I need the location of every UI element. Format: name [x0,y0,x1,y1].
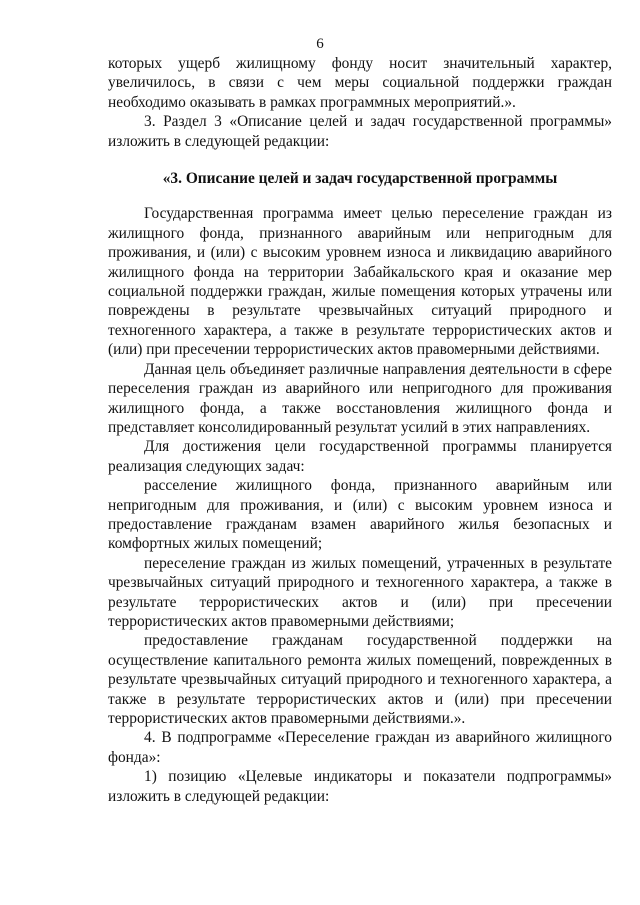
paragraph-task-1: расселение жилищного фонда, признанного аварийным или непригодным для проживания, и (или) с высоким уровнем износа и предоставление гражданам взамен аварийного жилья безопасных и комфортных жилых помещений; [108,477,612,553]
paragraph-section3-instruction: 3. Раздел 3 «Описание целей и задач государственной программы» изложить в следующей редакции: [108,113,612,150]
section-heading: «3. Описание целей и задач государственной программы [162,170,558,188]
paragraph-task-3: предоставление гражданам государственной поддержки на осуществление капитального ремонта жилых помещений, поврежденных в результате чрезвычайных ситуаций природного и техногенного характера, а также в результате террористических актов и (или) при пресечении террористических актов правомерными действиями.». [108,632,612,727]
paragraph-item-4-1: 1) позицию «Целевые индикаторы и показатели подпрограммы» изложить в следующей редакции: [108,768,612,805]
document-body [108,54,612,806]
paragraph-item-4: 4. В подпрограмме «Переселение граждан из аварийного жилищного фонда»: [108,729,612,766]
paragraph-goal-scope: Данная цель объединяет различные направления деятельности в сфере переселения граждан из аварийного или непригодного для проживания жилищного фонда, а также восстановления жилищного фонда и представляет консолидированный результат усилий в этих направлениях. [108,360,612,436]
page-number: 6 [316,36,324,52]
paragraph-program-goal: Государственная программа имеет целью переселение граждан из жилищного фонда, признанного аварийным или непригодным для проживания, и (или) с высоким уровнем износа и ликвидацию аварийного жилищного фонда на территории Забайкальского края и оказание мер социальной поддержки граждан, жилые помещения которых утрачены или повреждены в результате чрезвычайных ситуаций природного и техногенного характера, а также в результате террористических актов и (или) при пресечении террористических актов правомерными действиями. [108,205,612,359]
paragraph-task-2: переселение граждан из жилых помещений, утраченных в результате чрезвычайных ситуаций природного и техногенного характера, а также в результате террористических актов и (или) при пресечении террористических актов правомерными действиями; [108,554,612,630]
paragraph-tasks-intro: Для достижения цели государственной программы планируется реализация следующих задач: [108,438,612,475]
paragraph-continuation: которых ущерб жилищному фонду носит значительный характер, увеличилось, в связи с чем меры социальной поддержки граждан необходимо оказывать в рамках программных мероприятий.». [108,55,612,111]
